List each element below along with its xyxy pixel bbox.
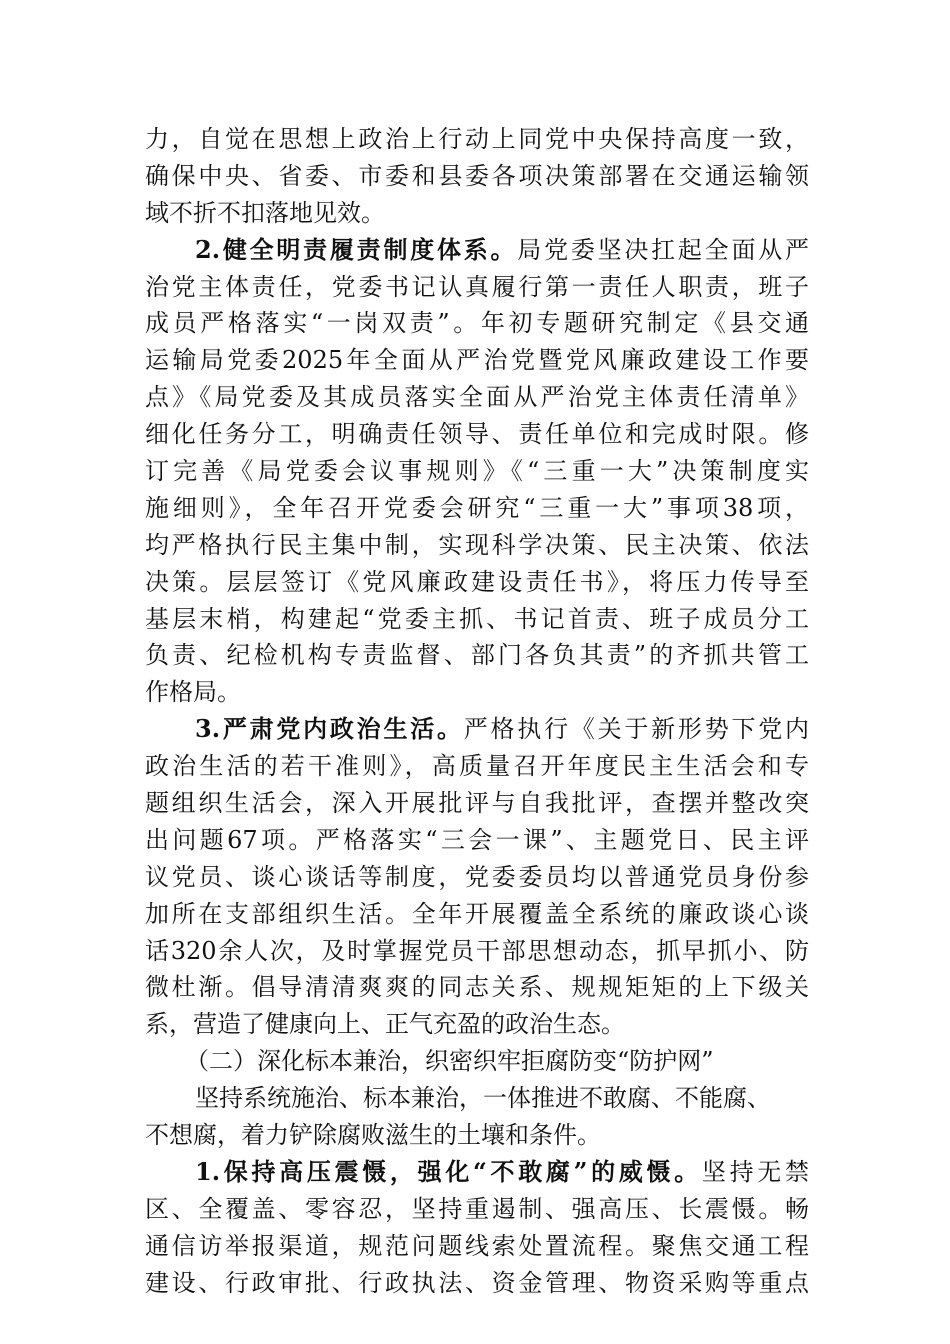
line-text: 坚持系统施治、标本兼治，一体推进不敢腐、不能腐、	[195, 1084, 771, 1113]
line-text: 出问题67项。严格落实“三会一课”、主题党日、民主评	[145, 825, 809, 854]
text-line	[145, 232, 809, 269]
line-text: 细化任务分工，明确责任领导、责任单位和完成时限。修	[145, 420, 809, 449]
text-line	[145, 269, 809, 306]
text-line	[145, 490, 809, 527]
text-line	[145, 379, 809, 416]
text-line	[145, 1265, 809, 1302]
line-text: 通信访举报渠道，规范问题线索处置流程。聚焦交通工程	[145, 1231, 809, 1260]
line-text: 建设、行政审批、行政执法、资金管理、物资采购等重点	[145, 1268, 809, 1297]
line-text: 政治生活的若干准则》，高质量召开年度民主生活会和专	[145, 752, 809, 781]
line-text: 运输局党委2025年全面从严治党暨党风廉政建设工作要	[145, 346, 809, 375]
text-line	[145, 195, 809, 232]
text-line	[145, 1154, 809, 1191]
line-text: 区、全覆盖、零容忍，坚持重遏制、强高压、长震慑。畅	[145, 1194, 809, 1223]
line-text: 施细则》，全年召开党委会研究“三重一大”事项38项，	[145, 493, 809, 522]
line-text: 加所在支部组织生活。全年开展覆盖全系统的廉政谈心谈	[145, 899, 809, 928]
item-heading: 1.保持高压震慑，强化“不敢腐”的威慑。	[195, 1156, 702, 1186]
text-line	[145, 859, 809, 896]
text-line	[145, 933, 809, 970]
item-heading: 3.严肃党内政治生活。	[195, 714, 464, 744]
line-text: 作格局。	[145, 678, 241, 707]
line-text: 决策。层层签订《党风廉政建设责任书》，将压力传导至	[145, 567, 809, 596]
text-line	[145, 822, 809, 859]
line-text: 均严格执行民主集中制，实现科学决策、民主决策、依法	[145, 530, 809, 559]
section-heading	[145, 1043, 809, 1080]
line-text: 确保中央、省委、市委和县委各项决策部署在交通运输领	[145, 161, 809, 190]
text-line	[145, 1006, 809, 1043]
document-page	[145, 121, 809, 1302]
text-line	[145, 305, 809, 342]
text-line	[145, 121, 809, 158]
line-text: 系，营造了健康向上、正气充盈的政治生态。	[145, 1010, 625, 1039]
line-text: 订完善《局党委会议事规则》《“三重一大”决策制度实	[145, 457, 809, 486]
text-line	[145, 564, 809, 601]
item-heading: 2.健全明责履责制度体系。	[195, 234, 518, 264]
text-line	[145, 1191, 809, 1228]
line-text: 坚持无禁	[701, 1157, 809, 1186]
line-text: 基层末梢，构建起“党委主抓、书记首责、班子成员分工	[145, 604, 809, 633]
line-text: 治党主体责任，党委书记认真履行第一责任人职责，班子	[145, 272, 809, 301]
line-text: 不想腐，着力铲除腐败滋生的土壤和条件。	[145, 1121, 601, 1150]
line-text: （二）深化标本兼治，织密织牢拒腐防变“防护网”	[185, 1047, 714, 1076]
text-line	[145, 527, 809, 564]
line-text: 微杜渐。倡导清清爽爽的同志关系、规规矩矩的上下级关	[145, 973, 809, 1002]
text-line	[145, 785, 809, 822]
line-text: 点》《局党委及其成员落实全面从严治党主体责任清单》	[145, 383, 809, 412]
text-line	[145, 1080, 809, 1117]
text-line	[145, 1117, 809, 1154]
line-text: 域不折不扣落地见效。	[145, 198, 385, 227]
line-text: 力，自觉在思想上政治上行动上同党中央保持高度一致，	[145, 125, 809, 153]
text-line	[145, 416, 809, 453]
text-line	[145, 896, 809, 933]
text-line	[145, 601, 809, 638]
line-text: 局党委坚决扛起全面从严	[517, 235, 809, 264]
text-line	[145, 1228, 809, 1265]
line-text: 负责、纪检机构专责监督、部门各负其责”的齐抓共管工	[145, 641, 809, 670]
text-line	[145, 711, 809, 748]
line-text: 话320余人次，及时掌握党员干部思想动态，抓早抓小、防	[145, 936, 809, 965]
line-text: 题组织生活会，深入开展批评与自我批评，查摆并整改突	[145, 789, 809, 818]
text-line	[145, 674, 809, 711]
line-text: 成员严格落实“一岗双责”。年初专题研究制定《县交通	[145, 309, 809, 338]
text-line	[145, 453, 809, 490]
text-line	[145, 637, 809, 674]
text-line	[145, 158, 809, 195]
line-text: 严格执行《关于新形势下党内	[463, 715, 809, 744]
text-line	[145, 342, 809, 379]
text-line	[145, 748, 809, 785]
text-line	[145, 969, 809, 1006]
line-text: 议党员、谈心谈话等制度，党委委员均以普通党员身份参	[145, 862, 809, 891]
